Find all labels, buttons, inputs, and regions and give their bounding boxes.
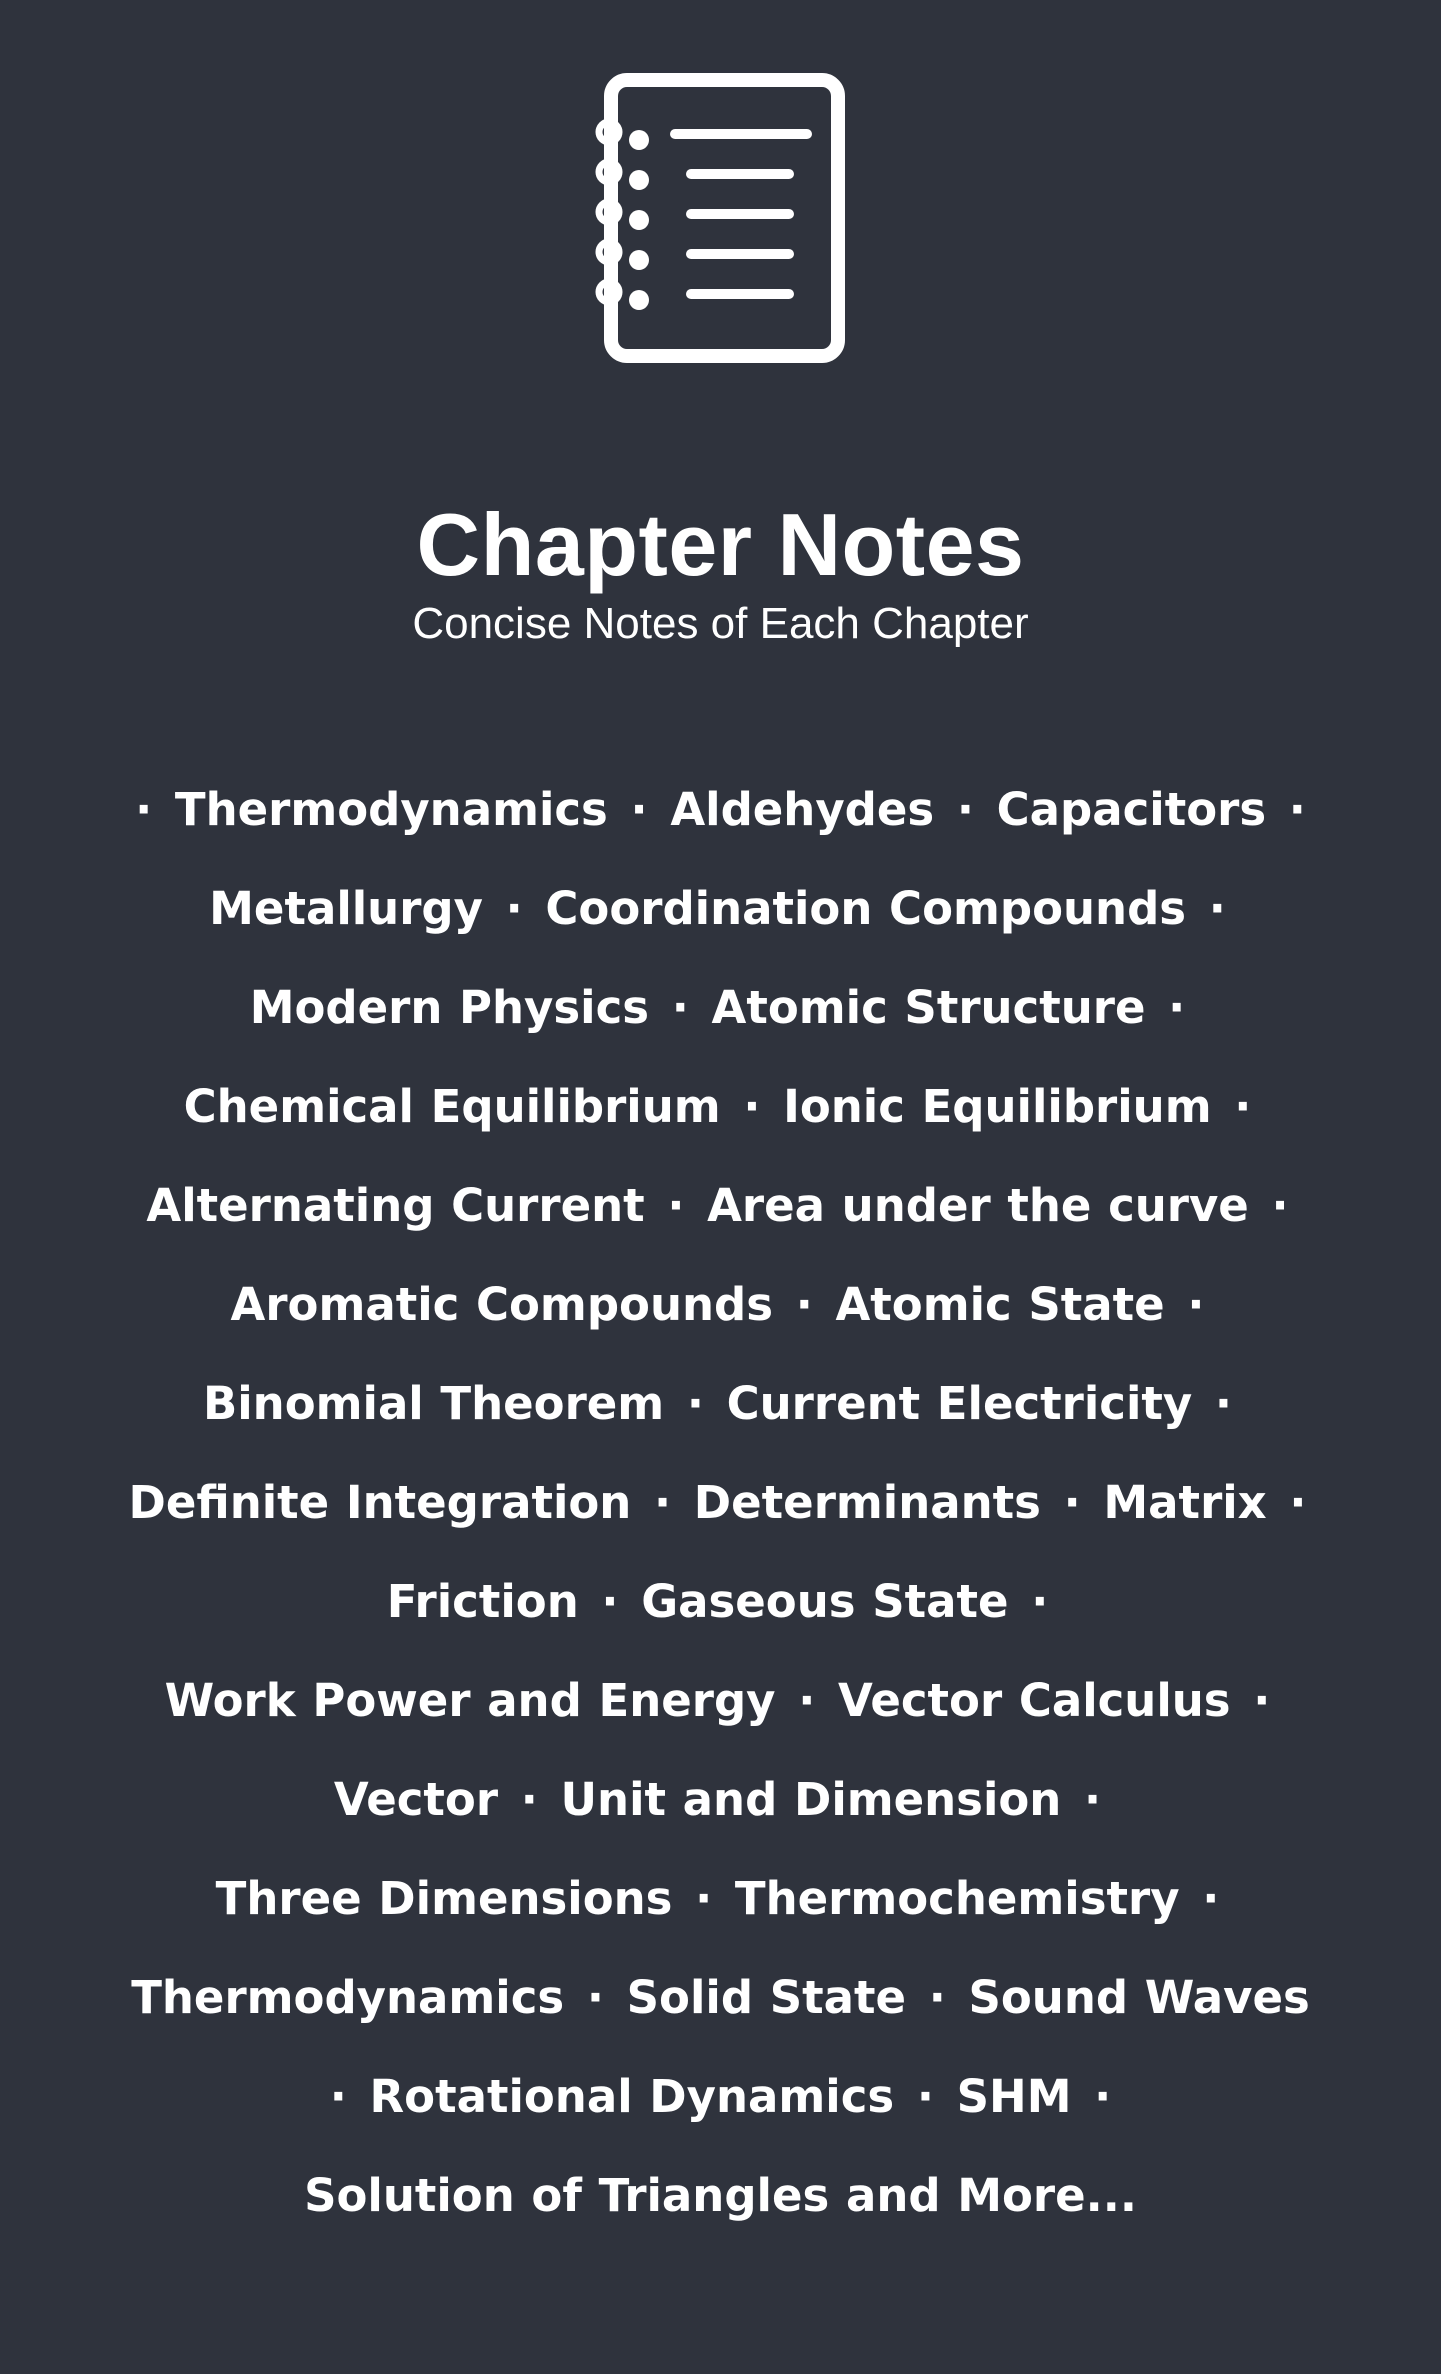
topic-separator: · [505, 882, 523, 935]
topic-separator: · [1084, 1773, 1102, 1826]
topic-item: Ionic Equilibrium [783, 1080, 1212, 1133]
topic-item: Area under the curve [707, 1179, 1249, 1232]
topic-separator: · [1202, 1872, 1220, 1925]
topic-separator: · [686, 1377, 704, 1430]
topic-separator: · [671, 981, 689, 1034]
topic-item: Friction [386, 1575, 579, 1628]
topic-item: Alternating Current [146, 1179, 645, 1232]
topic-item: Rotational Dynamics [369, 2070, 895, 2123]
topic-item: Atomic Structure [711, 981, 1146, 1034]
more-topics-text: and More... [845, 2169, 1137, 2222]
topic-item: Definite Integration [128, 1476, 632, 1529]
topic-item: Aromatic Compounds [230, 1278, 774, 1331]
topic-separator: · [630, 783, 648, 836]
topic-separator: · [667, 1179, 685, 1232]
topic-separator: · [654, 1476, 672, 1529]
topic-separator: · [795, 1278, 813, 1331]
topic-item: Modern Physics [249, 981, 650, 1034]
topic-separator: · [135, 783, 153, 836]
topic-separator: · [928, 1971, 946, 2024]
topic-separator: · [329, 2070, 347, 2123]
topic-separator: · [1214, 1377, 1233, 1430]
topic-separator: · [601, 1575, 619, 1628]
topic-item: Capacitors [996, 783, 1267, 836]
topic-separator: · [1271, 1179, 1289, 1232]
topic-separator: · [695, 1872, 713, 1925]
topic-item: Three Dimensions [215, 1872, 673, 1925]
topic-separator: · [1187, 1278, 1205, 1331]
topic-separator: · [1208, 882, 1226, 935]
topic-separator: · [956, 783, 974, 836]
topic-item: Binomial Theorem [202, 1377, 665, 1430]
topic-separator: · [916, 2070, 934, 2123]
topic-item: Solution of Triangles [304, 2169, 830, 2222]
topics-list [120, 760, 1321, 2245]
topic-separator: · [1031, 1575, 1049, 1628]
topic-item: SHM [956, 2070, 1072, 2123]
topic-item: Thermodynamics [131, 1971, 565, 2024]
topic-item: Vector [333, 1773, 499, 1826]
topic-item: Unit and Dimension [560, 1773, 1062, 1826]
topic-separator: · [1289, 1476, 1307, 1529]
topic-separator: · [1094, 2070, 1112, 2123]
topic-separator: · [1168, 981, 1186, 1034]
topic-item: Work Power and Energy [164, 1674, 776, 1727]
topic-separator: · [743, 1080, 761, 1133]
topic-item: Vector Calculus [837, 1674, 1231, 1727]
topic-item: Determinants [693, 1476, 1041, 1529]
topic-separator: · [1063, 1476, 1081, 1529]
topic-item: Atomic State [835, 1278, 1165, 1331]
topic-separator: · [1234, 1080, 1252, 1133]
topic-item: Aldehydes [670, 783, 935, 836]
topic-item: Metallurgy [209, 882, 483, 935]
page-title: Chapter Notes [416, 495, 1025, 594]
topic-item: Current Electricity [726, 1377, 1193, 1430]
topic-item: Sound Waves [968, 1971, 1310, 2024]
page-subtitle: Concise Notes of Each Chapter [412, 599, 1029, 648]
topic-separator: · [1288, 783, 1306, 836]
notebook-icon [585, 72, 855, 372]
topic-separator: · [586, 1971, 604, 2024]
topic-item: Solid State [626, 1971, 907, 2024]
topic-separator: · [520, 1773, 538, 1826]
topic-item: Chemical Equilibrium [183, 1080, 721, 1133]
topic-separator: · [798, 1674, 816, 1727]
topic-item: Coordination Compounds [545, 882, 1187, 935]
topic-item: Thermodynamics [174, 783, 608, 836]
topic-item: Matrix [1103, 1476, 1267, 1529]
topic-item: Gaseous State [641, 1575, 1009, 1628]
topic-item: Thermochemistry [734, 1872, 1180, 1925]
topic-separator: · [1253, 1674, 1271, 1727]
